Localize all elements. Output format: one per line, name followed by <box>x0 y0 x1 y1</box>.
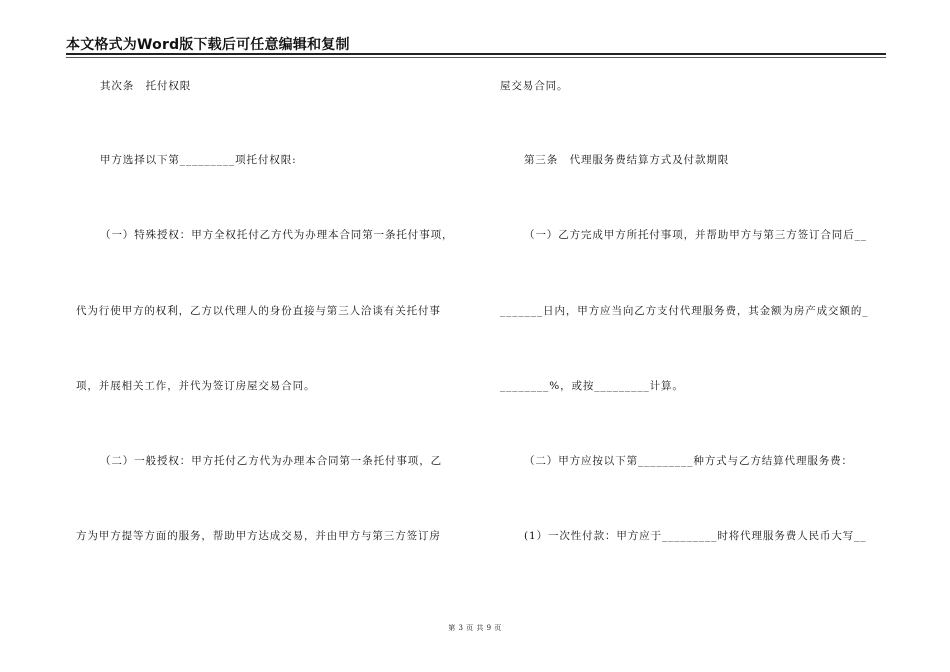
left-line-7: 方为甲方提等方面的服务，帮助甲方达成交易，并由甲方与第三方签订房 <box>76 530 441 542</box>
right-line-7: (1）一次性付款：甲方应于_________时将代理服务费人民币大写__ <box>524 530 867 542</box>
right-line-6: （二）甲方应按以下第_________种方式与乙方结算代理服务费： <box>524 455 853 467</box>
page-header-title: 本文格式为Word版下载后可任意编辑和复制 <box>66 37 350 53</box>
right-line-2: 第三条 代理服务费结算方式及付款期限 <box>524 154 730 166</box>
left-line-5: 项，并展相关工作，并代为签订房屋交易合同。 <box>76 380 316 392</box>
right-line-1: 屋交易合同。 <box>500 80 569 92</box>
left-line-2: 甲方选择以下第_________项托付权限: <box>100 154 297 166</box>
left-line-3: （一）特殊授权：甲方全权托付乙方代为办理本合同第一条托付事项， <box>100 229 454 241</box>
left-line-1: 其次条 托付权限 <box>100 80 192 92</box>
right-line-3: （一）乙方完成甲方所托付事项，并帮助甲方与第三方签订合同后__ <box>524 229 867 241</box>
left-line-4: 代为行使甲方的权利，乙方以代理人的身份直接与第三人洽谈有关托付事 <box>76 305 441 317</box>
page-number: 第 3 页 共 9 页 <box>448 624 502 632</box>
left-line-6: （二）一般授权：甲方托付乙方代为办理本合同第一条托付事项，乙 <box>100 455 442 467</box>
left-column <box>76 0 476 672</box>
right-column <box>500 0 892 672</box>
right-line-4: _______日内，甲方应当向乙方支付代理服务费，其金额为房产成交额的_ <box>500 305 869 317</box>
right-line-5: ________%，或按_________计算。 <box>500 380 684 392</box>
